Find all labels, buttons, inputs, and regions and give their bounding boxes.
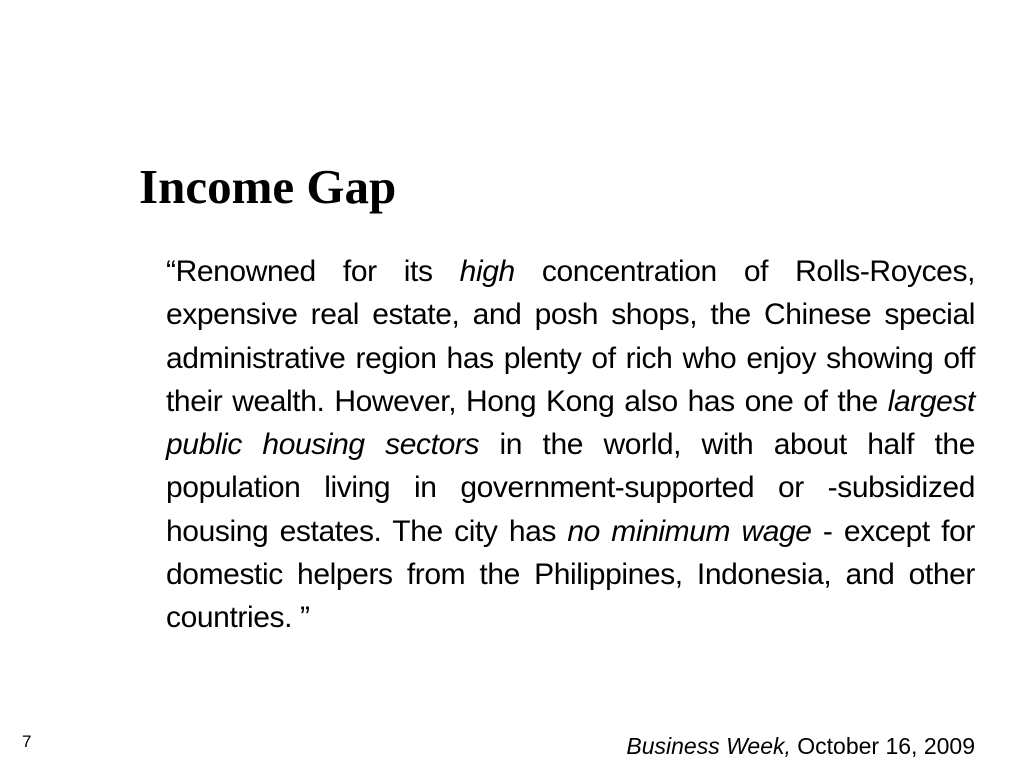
slide-title: Income Gap	[139, 159, 397, 214]
citation-date: October 16, 2009	[790, 733, 975, 759]
quote-body	[166, 250, 975, 640]
quote-text-2: concentration of Rolls-Royces, expensive real estate, and posh shops, the Chinese special administrative region has plenty of rich who enjoy showing off their wealth. However, Hong Kong also has one of the	[166, 255, 975, 418]
quote-text-4: - except for domestic helpers from the Philippines, Indonesia, and other countries. ”	[166, 514, 975, 635]
quote-text-1: “Renowned for its	[166, 255, 460, 288]
slide-number: 7	[22, 732, 32, 751]
citation-source: Business Week,	[626, 733, 791, 759]
quote-emphasis-largest-public-housing: largest public housing sectors	[166, 384, 975, 462]
quote-text-3: in the world, with about half the population living in government-supported or -subsidized housing estates. The city has	[166, 428, 975, 548]
quote-emphasis-no-minimum-wage: no minimum wage	[567, 514, 812, 548]
citation	[626, 731, 975, 761]
quote-emphasis-high: high	[459, 255, 515, 288]
